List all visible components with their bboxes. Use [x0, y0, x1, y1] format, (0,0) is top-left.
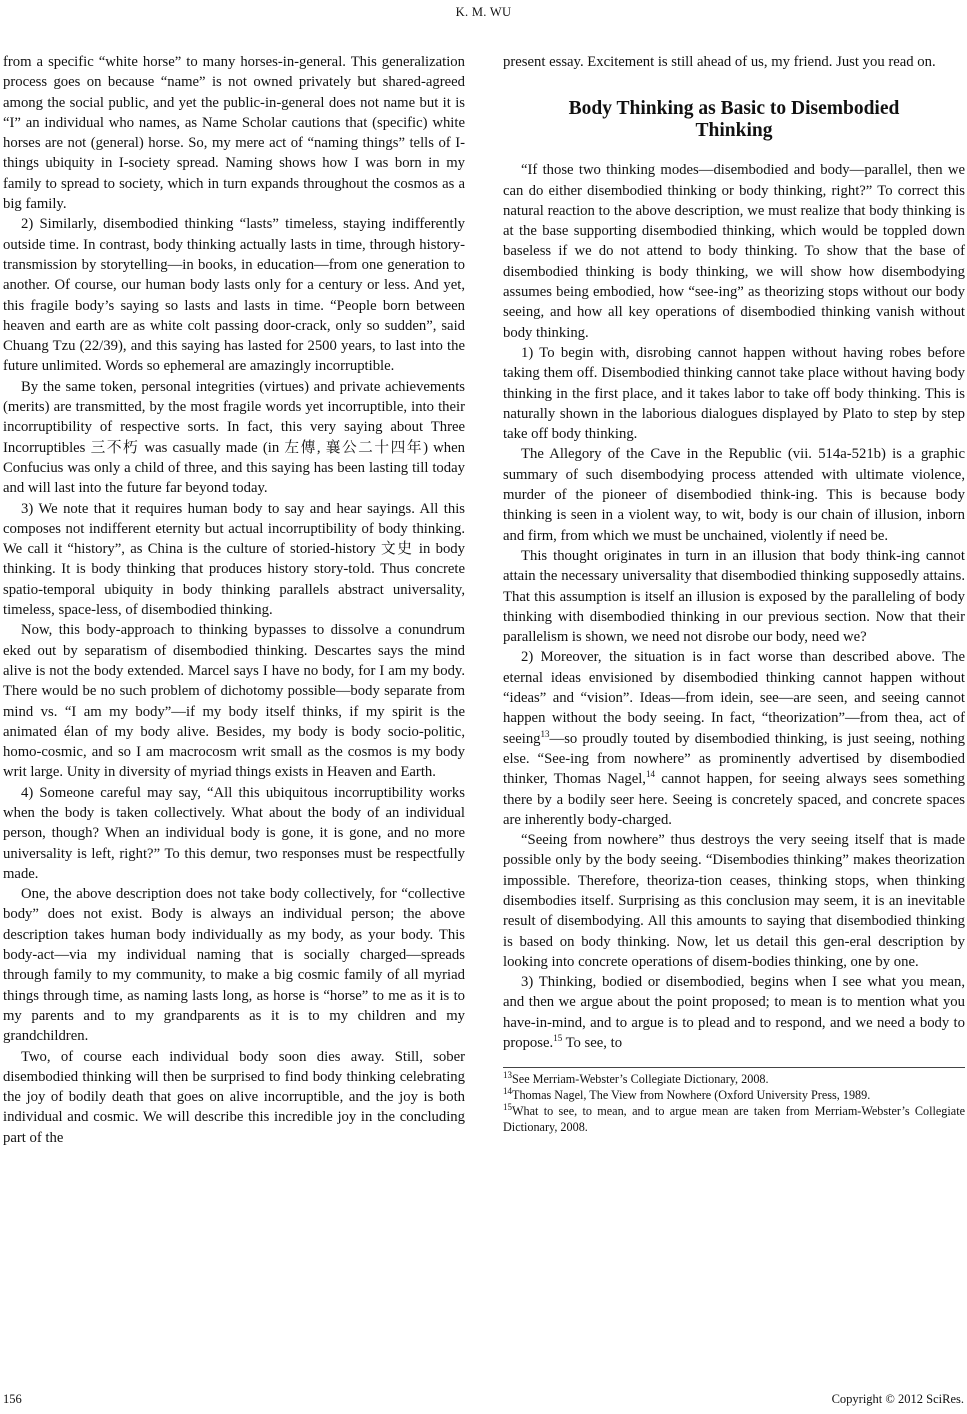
footnote: [503, 1072, 965, 1088]
footnote-ref: 13: [540, 728, 550, 739]
footnote-ref: 14: [645, 769, 655, 780]
paragraph: [503, 647, 965, 830]
footnote-number: 14: [503, 1086, 512, 1097]
footnote-text: What to see, to mean, and to argue mean are taken from Merriam-Webster’s Collegiate Dictionary, 2008.: [503, 1103, 965, 1134]
text-run: 2) Moreover, the situation is in fact worse than described above. The eternal ideas envisioned by disembodied thinking cannot happen without “ideas” and “vision”. Ideas—from idein, see—are seen, and seeing cannot happen without the body seeing. In fact, “theorization”—from thea, act of seeing: [503, 649, 965, 747]
footnote-text: Thomas Nagel, The View from Nowhere (Oxford University Press, 1989.: [512, 1088, 871, 1103]
text-run: 3) Thinking, bodied or disembodied, begins when I see what you mean, and then we argue about the point proposed; to mean is to mention what you have-in-mind, and to argue is to plead and to respond, and we need a body to propose.: [503, 974, 965, 1052]
paragraph: One, the above description does not take body collectively, for “collective body” does not exist. Body is always an individual person; the above description takes human body individually as my body, as your body. This body-act—via my individual naming that is socially charged—spreads through family to my community, to make a big cosmic family of all myriad things through time, as naming lasts long, as horse is “horse” to me as it is to my parents and to my grandparents as it is to my children and my grandchildren.: [3, 886, 465, 1045]
paragraph: By the same token, personal integrities (virtues) and private achievements (merits) are transmitted, by the most fragile words yet incorruptible, into their incorruptibility of respective sorts. In fact, this very saying about Three Incorruptibles 三不朽 was casually made (in 左傳, 襄公二十四年) when Confucius was only a child of three, and this saying has been lasting till today and will last into the future far beyond today.: [3, 378, 465, 497]
footnotes: [503, 1067, 965, 1135]
paragraph: “If those two thinking modes—disembodied and body—parallel, then we can do either disembodied thinking or body thinking, right?” To correct this natural reaction to the above description, we must realize that body thinking is at the base supporting disembodied thinking, which would be toppled down baseless if we do not attend to body thinking. To show that the base of disembodied thinking is body thinking, we will show how disembodying assumes being embodied, how “see-ing” as theorizing stops without our body seeing, and how all key operations of disembodied thinking vanish without body thinking.: [503, 162, 965, 341]
footnote: [503, 1088, 965, 1104]
page-number: 156: [3, 1392, 22, 1406]
footnote-text: See Merriam-Webster’s Collegiate Dictionary, 2008.: [512, 1072, 769, 1087]
copyright-notice: Copyright © 2012 SciRes.: [831, 1392, 964, 1406]
paragraph: present essay. Excitement is still ahead of us, my friend. Just you read on.: [503, 54, 936, 70]
footnote-number: 13: [503, 1070, 512, 1081]
paragraph: from a specific “white horse” to many horses-in-general. This generalization process goes on because “name” is not owned privately but shared-agreed among the social public, and yet the public-in-general does not name but it is “I” an individual who names, as Name Scholar cautions that (specific) white horses are not (general) horse. So, my mere act of “naming things” tells of I-things ubiquity in I-society spread. Naming shows how I was born in my family to spread to society, which in turn expands throughout the cosmos as a big family.: [3, 54, 465, 213]
footnote: [503, 1101, 965, 1136]
paragraph: Two, of course each individual body soon dies away. Still, sober disembodied thinking will then be surprised to find body thinking celebrating the joy of bodily death that goes on alive incorruptible, and the joy is both individual and cosmic. We will describe this incredible joy in the concluding part of the: [3, 1048, 465, 1146]
paragraph: 4) Someone careful may say, “All this ubiquitous incorruptibility works when the body is taken collectively. What about the body of an individual person, though? When an individual body is gone, it is gone, and no more universality is left, right?” To this demur, two responses must be respectfully made.: [3, 784, 465, 882]
section-title-line: Thinking: [695, 120, 773, 142]
paragraph: “Seeing from nowhere” thus destroys the very seeing itself that is made possible only by the body seeing. “Disembodies thinking” makes theorization impossible. Therefore, theoriza-tion ceases, thinking stops, when thinking disembodies itself. Surprising as this conclusion may seem, it is an inevitable result of disembodying. All this amounts to saying that disembodied thinking is based on body thinking. Now, let us detail this gen-eral description by looking into concrete operations of disem-bodies thinking, one by one.: [503, 832, 965, 970]
paragraph: Now, this body-approach to thinking bypasses to dissolve a conundrum eked out by separatism of disembodied thinking. Descartes says the mind alive is not the body extended. Marcel says I have no body, for I am my body. There would be no such problem of dichotomy possible—body separate from mind vs. “I am my body”—if my body itself thinks, if my spirit is the animated élan of my body alive. Besides, my body is body socio-politic, homo-cosmic, and so I am macrocosm writ small as the cosmos is my body writ large. Unity in diversity of myriad things exists in Heaven and Earth.: [3, 622, 465, 781]
paragraph: The Allegory of the Cave in the Republic (vii. 514a-521b) is a graphic summary of such disembodying process attended with ultimate violence, murder of the pioneer of disembodied think-ing. This is because body thinking is seen in a violent way, to wit, body is our chain of illusion, inborn and firm, from which we must be unchained, violently if need be.: [503, 446, 965, 544]
paragraph: 3) We note that it requires human body to say and hear sayings. All this composes not indifferent eternity but actual incorruptibility of body thinking. We call it “history”, as China is the culture of storied-history 文史 in body thinking. It is body thinking that produces history story-told. Thus concrete spatio-temporal ubiquity in body thinking parallels abstract universality, timeless, space-less, of disembodied thinking.: [3, 500, 465, 619]
paragraph: 1) To begin with, disrobing cannot happen without having robes before taking them off. Disembodied thinking cannot take place without having body thinking in the first place, and it takes labor to take off body thinking. This is naturally shown in the laborious dialogues displayed by Plato to step by step take off body thinking.: [503, 344, 965, 443]
footnote-ref: 15: [553, 1033, 563, 1044]
left-column: [3, 52, 465, 1148]
paragraph: [503, 972, 965, 1053]
running-head: K. M. WU: [455, 5, 512, 19]
text-run: cannot happen, for seeing always sees something there by a bodily seer here. Seeing is concretely spaced, and concrete spaces are inherently body-charged.: [503, 771, 965, 828]
text-run: To see, to: [562, 1035, 623, 1052]
paragraph: This thought originates in turn in an illusion that body think-ing cannot attain the necessary universality that disembodied thinking supposedly attains. That this assumption is itself an illusion is exposed by the paralleling of body thinking with disembodied thinking in our previous section. Now that their parallelism is shown, we need not disrobe our body, need we?: [503, 547, 965, 646]
section-title: [503, 98, 965, 142]
text-run: —so proudly touted by disembodied thinking, is just seeing, nothing else. “See-ing from nowhere” as prominently advertised by disembodied thinker, Thomas Nagel,: [503, 730, 965, 788]
right-column: [503, 52, 965, 1136]
footnote-number: 15: [503, 1101, 512, 1112]
paragraph: 2) Similarly, disembodied thinking “lasts” timeless, staying indifferently outside time. In contrast, body thinking actually lasts in time, through history-transmission by storytelling—in books, in education—from one generation to another. Of course, our human body lasts only for a century or less. And yet, this fragile body’s saying so lasts and lasts in time. “People born between heaven and earth are as white colt passing door-crack, only so sudden”, said Chuang Tzu (22/39), and this saying has lasted for 2500 years, to last into the future unlimited. Words so ephemeral are amazingly incorruptible.: [3, 216, 465, 375]
section-title-line: Body Thinking as Basic to Disembodied: [568, 98, 900, 120]
